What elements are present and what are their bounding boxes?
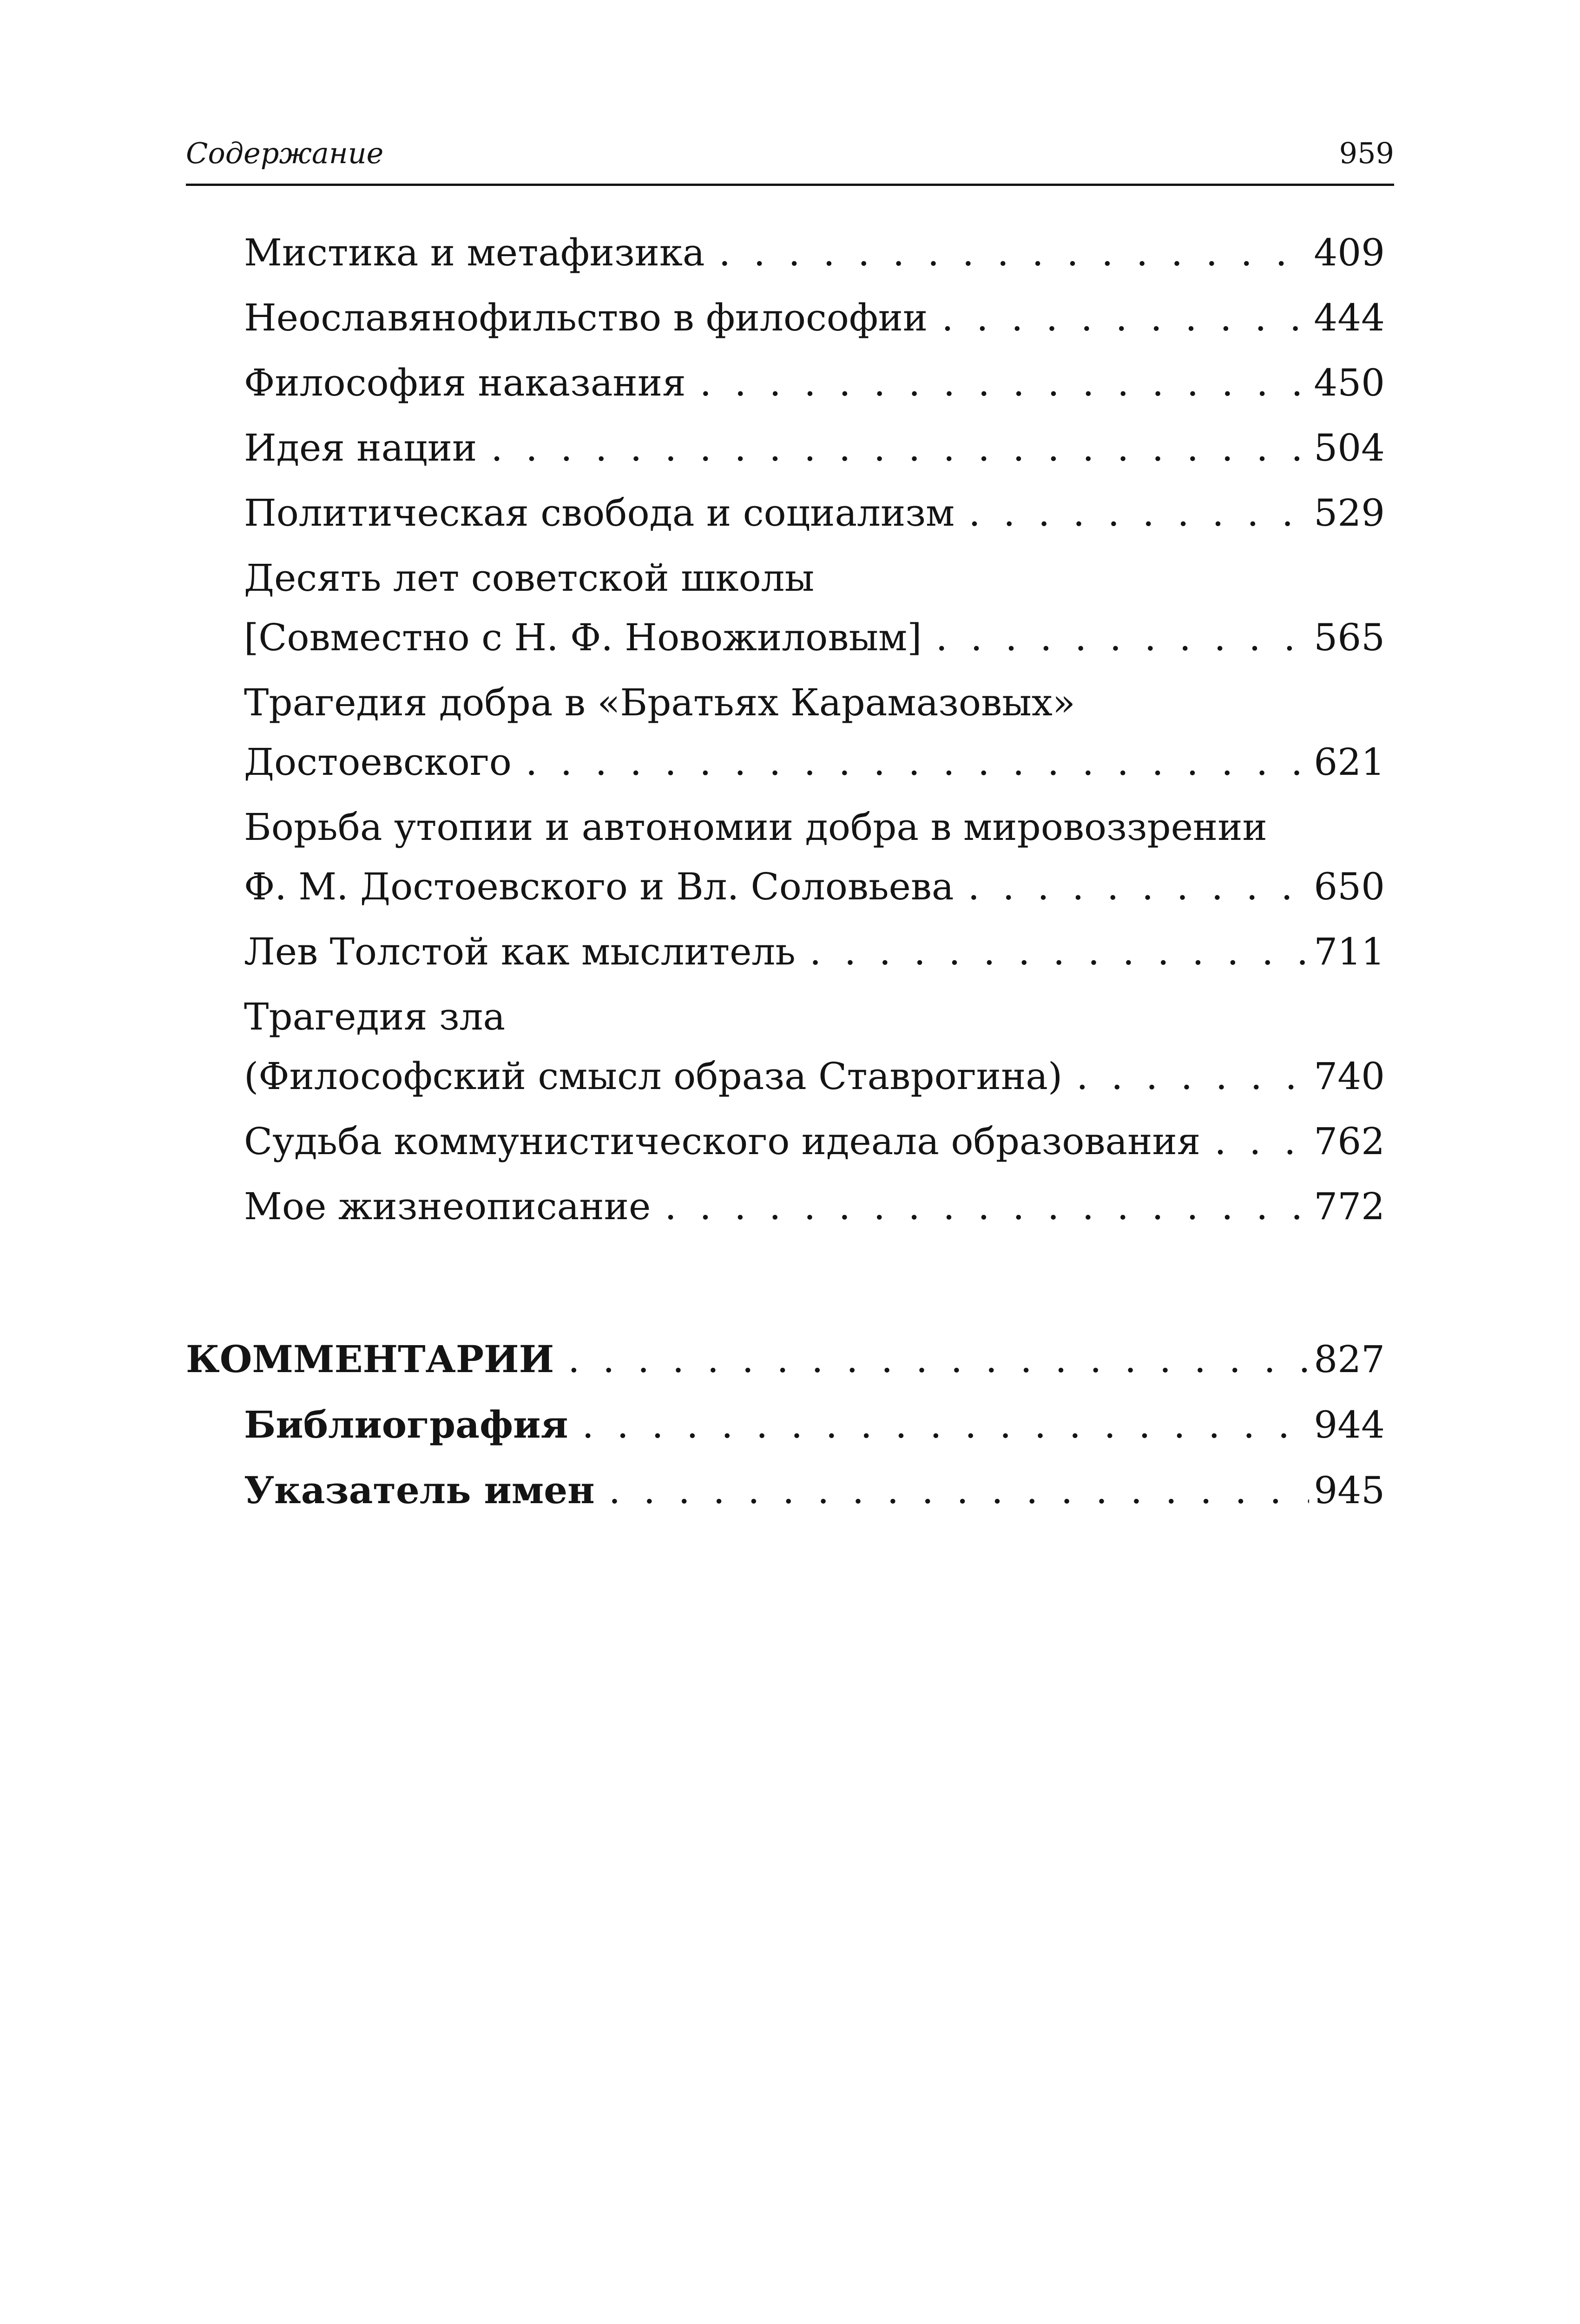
dot-leader xyxy=(1076,1047,1309,1106)
toc-entry[interactable] xyxy=(186,353,1385,413)
toc-entry[interactable] xyxy=(186,548,1385,667)
toc-entry-title-line: Ф. М. Достоевского и Вл. Соловьева xyxy=(244,865,954,908)
toc-entry-page: 444 xyxy=(1314,296,1385,339)
dot-leader xyxy=(810,922,1309,982)
header-title: Содержание xyxy=(186,136,384,170)
header-rule xyxy=(186,184,1394,186)
dot-leader xyxy=(609,1461,1310,1520)
toc-entry[interactable] xyxy=(186,798,1385,917)
toc-entry[interactable] xyxy=(186,223,1385,283)
toc-entry-page: 565 xyxy=(1314,616,1385,659)
header-page-number: 959 xyxy=(1339,136,1394,170)
toc-entry[interactable] xyxy=(186,288,1385,348)
toc-entry[interactable] xyxy=(186,418,1385,478)
toc-section-title: КОММЕНТАРИИ xyxy=(186,1337,554,1381)
toc-entry-title-line: [Совместно с Н. Ф. Новожиловым] xyxy=(244,616,922,659)
toc-section-comments[interactable] xyxy=(186,1329,1385,1389)
table-of-contents xyxy=(186,223,1385,1526)
toc-entry-title: Указатель имен xyxy=(244,1468,595,1512)
toc-entry-page: 650 xyxy=(1314,865,1385,908)
toc-entry-page: 772 xyxy=(1314,1185,1385,1228)
toc-entry-title: Судьба коммунистического идеала образования xyxy=(244,1120,1201,1163)
dot-leader xyxy=(568,1330,1309,1389)
dot-leader xyxy=(491,418,1309,478)
toc-entry[interactable] xyxy=(186,922,1385,982)
toc-entry-title: Политическая свобода и социализм xyxy=(244,491,955,535)
dot-leader xyxy=(700,353,1310,413)
toc-entry-page: 944 xyxy=(1314,1403,1385,1446)
toc-entry-page: 711 xyxy=(1314,930,1385,973)
toc-entry-title: Лев Толстой как мыслитель xyxy=(244,930,796,973)
toc-entry-title-line: Трагедия добра в «Братьях Карамазовых» xyxy=(244,681,1075,724)
toc-entry-page: 827 xyxy=(1314,1338,1385,1381)
toc-entry-title: Библиография xyxy=(244,1403,568,1446)
dot-leader xyxy=(665,1177,1309,1236)
dot-leader xyxy=(1214,1112,1309,1171)
dot-leader xyxy=(935,608,1309,667)
toc-entry[interactable] xyxy=(186,987,1385,1106)
toc-entry-page: 740 xyxy=(1314,1055,1385,1098)
toc-entry-title-line: Достоевского xyxy=(244,740,512,784)
toc-entry-page: 621 xyxy=(1314,740,1385,784)
toc-entry-title: Идея нации xyxy=(244,426,477,469)
dot-leader xyxy=(968,857,1310,917)
toc-entry-title: Философия наказания xyxy=(244,361,686,404)
toc-entry-title-line: Борьба утопии и автономии добра в мировоззрении xyxy=(244,805,1267,849)
toc-entry-title-line: Десять лет советской школы xyxy=(244,556,815,600)
dot-leader xyxy=(582,1395,1310,1455)
toc-entry-title: Мистика и метафизика xyxy=(244,231,705,274)
toc-entry[interactable] xyxy=(186,483,1385,543)
toc-entry-page: 529 xyxy=(1314,491,1385,535)
running-header xyxy=(186,130,1394,186)
toc-entry-page: 504 xyxy=(1314,426,1385,469)
toc-entry-page: 409 xyxy=(1314,231,1385,274)
toc-entry-title-line: Трагедия зла xyxy=(244,995,506,1038)
toc-entry-page: 450 xyxy=(1314,361,1385,404)
toc-entry-title: Мое жизнеописание xyxy=(244,1185,651,1228)
dot-leader xyxy=(719,223,1310,283)
toc-entry-page: 945 xyxy=(1314,1469,1385,1512)
toc-entry[interactable] xyxy=(186,1177,1385,1236)
toc-entry-index[interactable] xyxy=(186,1460,1385,1520)
toc-entry[interactable] xyxy=(186,673,1385,792)
dot-leader xyxy=(526,733,1309,792)
dot-leader xyxy=(941,288,1309,348)
toc-entry-bibliography[interactable] xyxy=(186,1395,1385,1455)
toc-entry-page: 762 xyxy=(1314,1120,1385,1163)
toc-entry[interactable] xyxy=(186,1112,1385,1171)
dot-leader xyxy=(968,483,1309,543)
toc-entry-title-line: (Философский смысл образа Ставрогина) xyxy=(244,1055,1063,1098)
toc-entry-title: Неославянофильство в философии xyxy=(244,296,928,339)
